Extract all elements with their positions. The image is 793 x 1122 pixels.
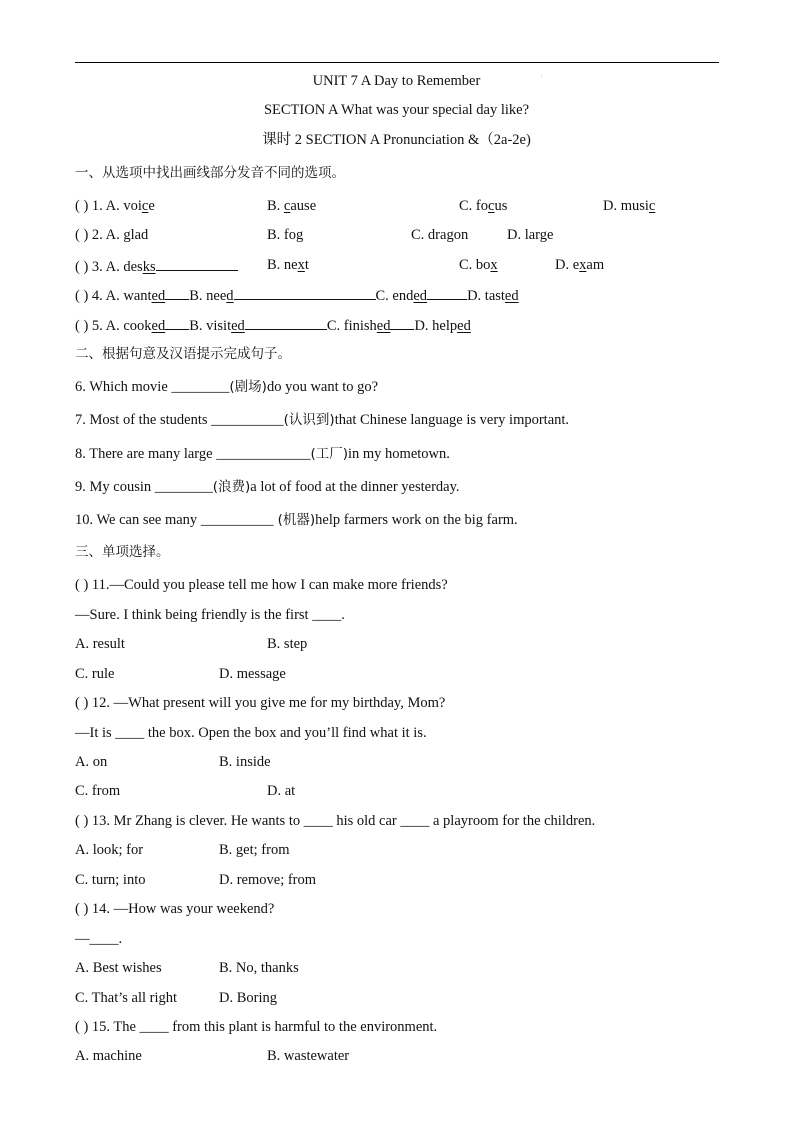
q14-option-b: B. No, thanks	[219, 960, 299, 976]
sentence-9: 9. My cousin ________(浪费)a lot of food at the dinner yesterday.	[75, 479, 460, 495]
section3-heading: 三、单项选择。	[75, 544, 170, 560]
q14-option-c: C. That’s all right	[75, 990, 178, 1006]
q13-option-a: A. look; for	[75, 842, 144, 858]
q13-stem: ( ) 13. Mr Zhang is clever. He wants to ____ his old car ____ a playroom for the children.	[75, 813, 596, 829]
q2-option-b: B. fog	[267, 227, 304, 243]
q4-options: ( ) 4. A. wanted B. need C. ended D. tasted	[75, 285, 519, 305]
q3-option-d: D. exam	[555, 257, 605, 273]
lesson-title: 课时 2 SECTION A Pronunciation &（2a-2e)	[262, 132, 531, 148]
q1-option-a: ( ) 1. A. voice	[75, 198, 155, 214]
q11-option-c: C. rule	[75, 666, 115, 682]
q15-option-a: A. machine	[75, 1048, 142, 1064]
q1-option-b: B. cause	[267, 198, 317, 214]
q3-option-a: ( ) 3. A. desks	[75, 256, 238, 276]
q11-stem: ( ) 11.—Could you please tell me how I can make more friends?	[75, 577, 448, 593]
q2-option-a: ( ) 2. A. glad	[75, 227, 149, 243]
q3-underline	[156, 256, 238, 271]
q2-option-d: D. large	[507, 227, 554, 243]
corner-mark: :	[541, 73, 543, 79]
q13-option-d: D. remove; from	[219, 872, 317, 888]
q12-stem: ( ) 12. —What present will you give me for my birthday, Mom?	[75, 695, 446, 711]
sentence-8: 8. There are many large _____________(工厂)in my hometown.	[75, 446, 450, 462]
q14-option-a: A. Best wishes	[75, 960, 162, 976]
sentence-7: 7. Most of the students __________(认识到)that Chinese language is very important.	[75, 412, 570, 428]
q15-stem: ( ) 15. The ____ from this plant is harmful to the environment.	[75, 1019, 438, 1035]
q12-option-a: A. on	[75, 754, 108, 770]
sentence-6: 6. Which movie ________(剧场)do you want to go?	[75, 379, 379, 395]
q14-option-d: D. Boring	[219, 990, 277, 1006]
q15-option-b: B. wastewater	[267, 1048, 350, 1064]
q5-options: ( ) 5. A. cooked B. visited C. finished D. helped	[75, 315, 471, 335]
q1-option-c: C. focus	[459, 198, 508, 214]
q2-option-c: C. dragon	[411, 227, 469, 243]
section-subtitle: SECTION A What was your special day like?	[263, 102, 530, 118]
q13-option-b: B. get; from	[219, 842, 290, 858]
q12-option-d: D. at	[267, 783, 296, 799]
q14-reply: —____.	[75, 931, 123, 947]
q3-option-b: B. next	[267, 257, 309, 273]
header-rule	[75, 62, 719, 63]
q11-option-d: D. message	[219, 666, 286, 682]
q11-option-a: A. result	[75, 636, 125, 652]
q12-option-b: B. inside	[219, 754, 271, 770]
q11-reply: —Sure. I think being friendly is the first ____.	[75, 607, 345, 623]
q11-option-b: B. step	[267, 636, 308, 652]
q3-option-c: C. box	[459, 257, 498, 273]
unit-title: UNIT 7 A Day to Remember	[312, 73, 481, 89]
q13-option-c: C. turn; into	[75, 872, 146, 888]
section1-heading: 一、从选项中找出画线部分发音不同的选项。	[75, 165, 345, 181]
q12-reply: —It is ____ the box. Open the box and you’ll find what it is.	[75, 725, 427, 741]
q12-option-c: C. from	[75, 783, 121, 799]
q14-stem: ( ) 14. —How was your weekend?	[75, 901, 275, 917]
sentence-10: 10. We can see many __________ (机器)help farmers work on the big farm.	[75, 512, 518, 528]
q1-option-d: D. music	[603, 198, 656, 214]
section2-heading: 二、根据句意及汉语提示完成句子。	[75, 346, 291, 362]
